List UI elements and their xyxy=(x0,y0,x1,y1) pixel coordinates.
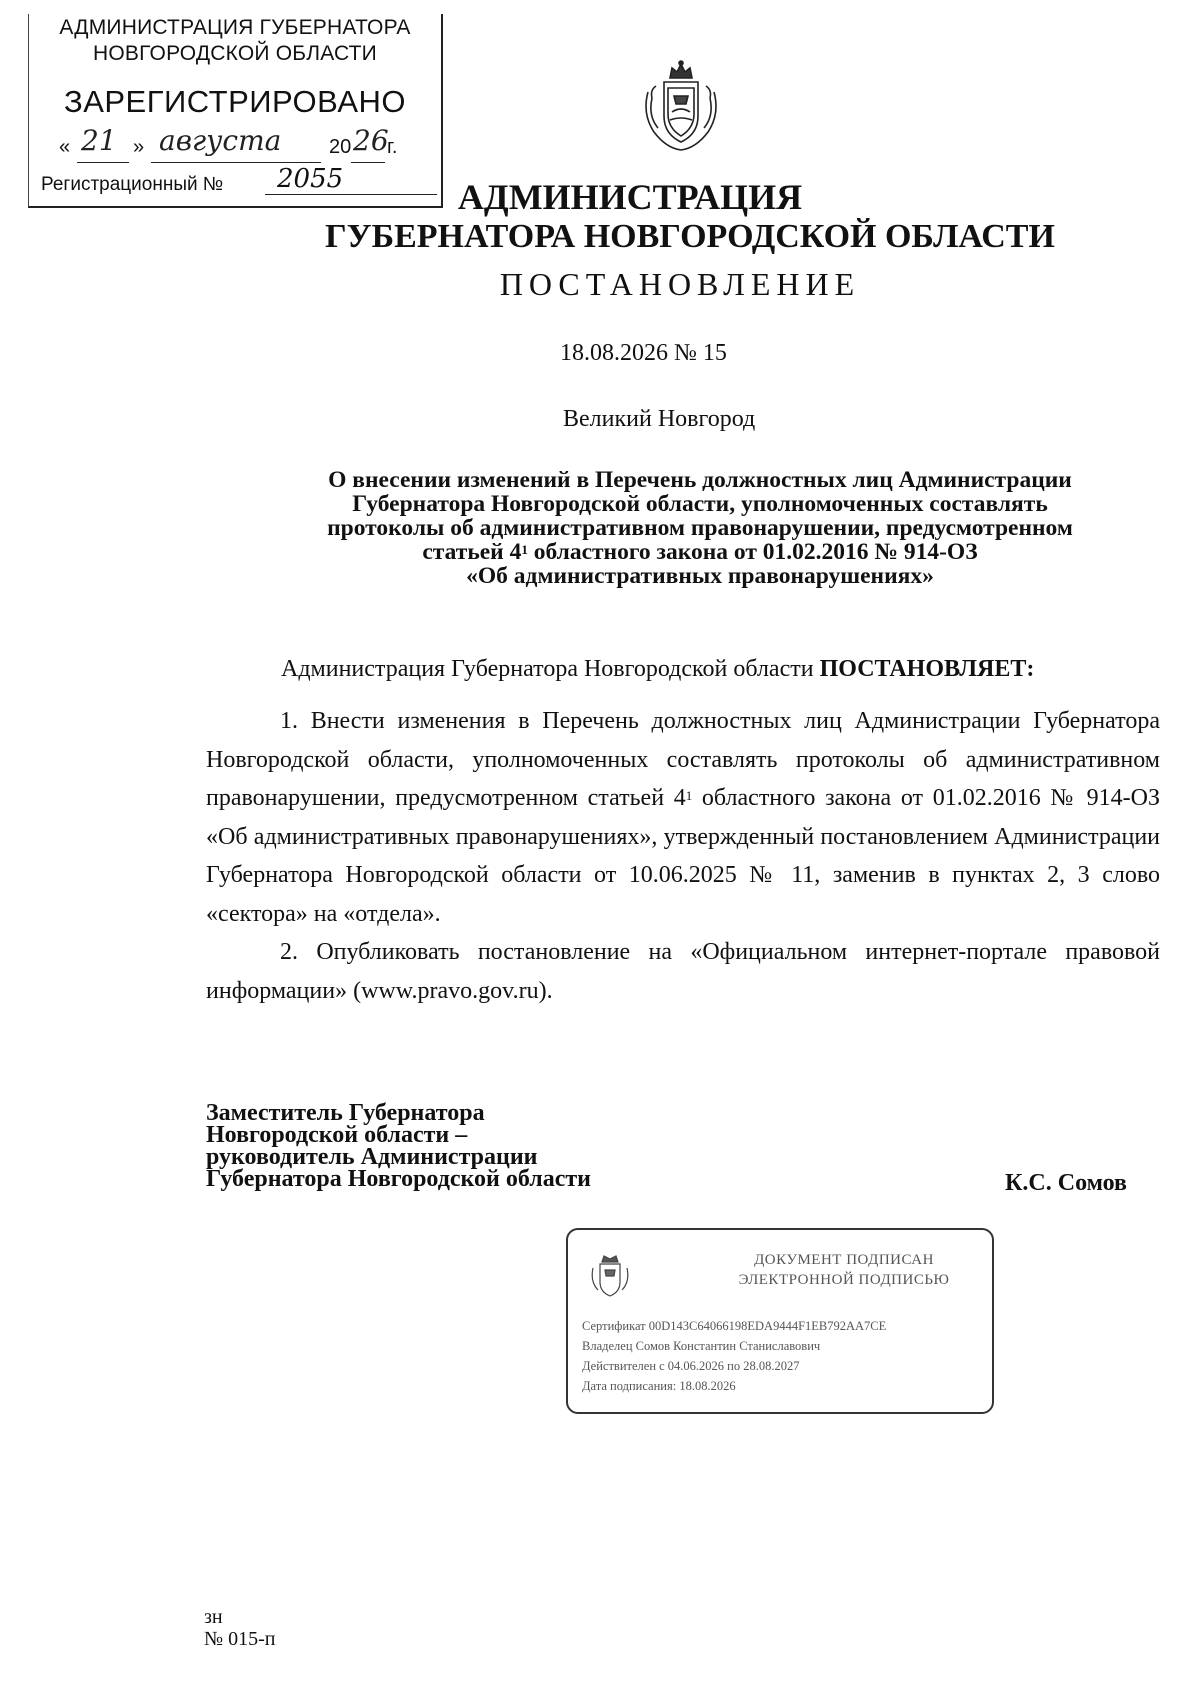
header-title-line2: ГУБЕРНАТОРА НОВГОРОДСКОЙ ОБЛАСТИ xyxy=(325,218,1055,255)
document-subject xyxy=(200,468,1200,588)
footer-initials: зн xyxy=(204,1606,223,1628)
paragraph-1-start: 1. Внести изменения в Перечень должностных лиц Администрации Губернатора Новгородской области, уполномоченных составлять протоколы об административном правонарушении, предусмотренном статьей 4 xyxy=(206,708,1160,811)
esig-validity: Действителен с 04.06.2026 по 28.08.2027 xyxy=(582,1359,800,1373)
preamble-text: Администрация Губернатора Новгородской области xyxy=(281,656,820,682)
stamp-number-label: Регистрационный № xyxy=(41,174,224,195)
document-date-number: 18.08.2026 № 15 xyxy=(560,340,727,366)
signatory-line1: Заместитель Губернатора xyxy=(206,1100,485,1126)
stamp-month: августа xyxy=(159,124,282,157)
stamp-org-line1: АДМИНИСТРАЦИЯ ГУБЕРНАТОРА xyxy=(59,16,411,39)
subject-line1: О внесении изменений в Перечень должностных лиц Администрации xyxy=(328,467,1072,493)
preamble-bold: ПОСТАНОВЛЯЕТ: xyxy=(819,656,1035,682)
stamp-number: 2055 xyxy=(277,164,344,194)
footer-code: № 015-п xyxy=(204,1628,276,1650)
electronic-signature-stamp xyxy=(566,1228,994,1414)
signatory-line3: руководитель Администрации xyxy=(206,1144,538,1170)
paragraph-1-sup: 1 xyxy=(685,788,693,803)
document-city: Великий Новгород xyxy=(563,406,756,432)
footer xyxy=(204,1606,275,1650)
signatory-line2: Новгородской области – xyxy=(206,1122,468,1148)
esig-certificate: Сертификат 00D143C64066198EDA9444F1EB792AA7CE xyxy=(582,1319,887,1333)
signatory-position xyxy=(206,1102,591,1190)
stamp-day: 21 xyxy=(81,124,117,157)
esig-signed-date: Дата подписания: 18.08.2026 xyxy=(582,1379,736,1393)
stamp-date-line: « 21 » августа 20 26 г. xyxy=(59,132,439,164)
paragraph-2: 2. Опубликовать постановление на «Официальном интернет-портале правовой информации» (www.pravo.gov.ru). xyxy=(206,939,1160,1004)
document-body xyxy=(206,702,1160,1010)
stamp-org-line2: НОВГОРОДСКОЙ ОБЛАСТИ xyxy=(93,42,377,65)
subject-line4 xyxy=(200,540,1200,564)
esig-title-line2: ЭЛЕКТРОННОЙ ПОДПИСЬЮ xyxy=(738,1272,950,1288)
stamp-registered: ЗАРЕГИСТРИРОВАНО xyxy=(63,84,406,119)
paragraph-1-end: областного закона от 01.02.2016 № 914-ОЗ «Об административных правонарушениях», утвержденный постановлением Администрации Губернатора Новгородской области от 10.06.2025 № 11, заменив в пунктах 2, 3 слово «сектора» на «отдела». xyxy=(206,785,1160,927)
preamble xyxy=(281,656,1034,683)
header-title-line1: АДМИНИСТРАЦИЯ xyxy=(457,177,803,217)
stamp-year-suffix: 26 xyxy=(353,124,389,157)
signatory-line4: Губернатора Новгородской области xyxy=(206,1166,592,1192)
stamp-year-prefix: 20 xyxy=(329,136,352,158)
subject-line5: «Об административных правонарушениях» xyxy=(466,563,934,589)
subject-line4-sup: 1 xyxy=(521,542,528,557)
subject-line4-end: областного закона от 01.02.2016 № 914-ОЗ xyxy=(527,539,978,565)
esig-info xyxy=(582,1316,886,1396)
signatory-name: К.С. Сомов xyxy=(1005,1170,1128,1196)
registration-stamp xyxy=(28,14,443,208)
coat-of-arms-small-icon xyxy=(590,1252,630,1298)
esig-owner: Владелец Сомов Константин Станиславович xyxy=(582,1339,821,1353)
coat-of-arms-icon xyxy=(640,58,722,154)
paragraph-1 xyxy=(206,702,1160,933)
stamp-year-letter: г. xyxy=(387,136,398,158)
subject-line3: протоколы об административном правонарушении, предусмотренном xyxy=(327,515,1073,541)
subject-line4-start: статьей 4 xyxy=(422,539,522,565)
subject-line2: Губернатора Новгородской области, уполномоченных составлять xyxy=(352,491,1048,517)
document-type: ПОСТАНОВЛЕНИЕ xyxy=(499,266,861,302)
esig-title-line1: ДОКУМЕНТ ПОДПИСАН xyxy=(754,1252,934,1268)
